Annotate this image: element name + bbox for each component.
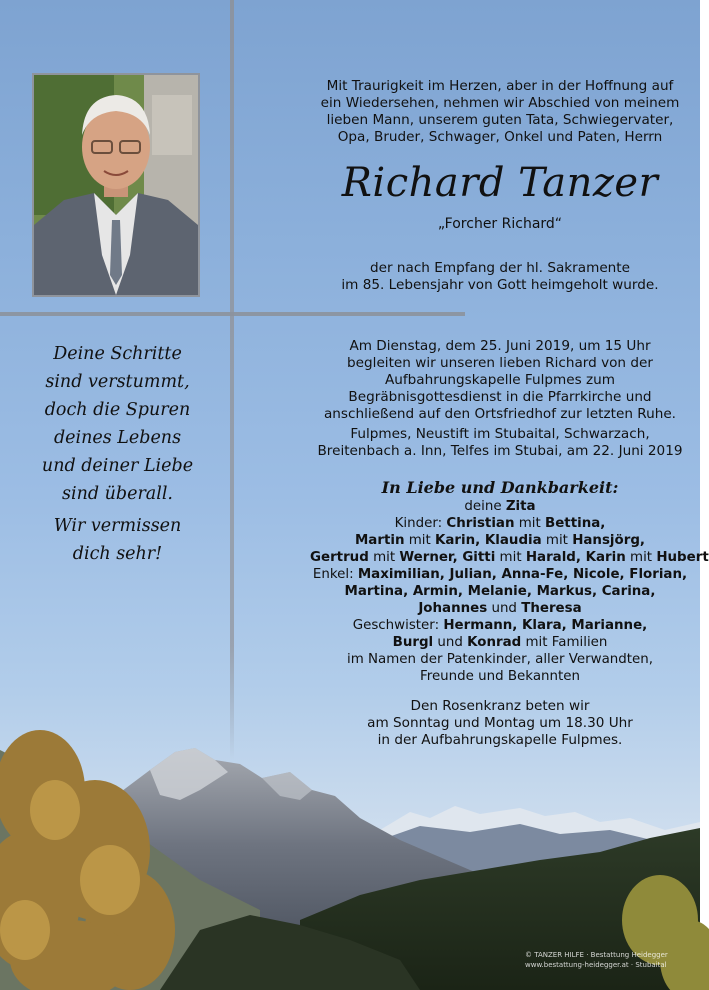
intro-line: Opa, Bruder, Schwager, Onkel und Paten, Herrn xyxy=(337,129,663,145)
family-line: deine Zita xyxy=(464,499,536,514)
family-line: Freunde und Bekannten xyxy=(420,669,580,684)
family-line: Geschwister: Hermann, Klara, Marianne, xyxy=(352,618,648,633)
cross-horizontal-beam xyxy=(0,312,465,316)
family-line: Martin mit Karin, Klaudia mit Hansjörg, xyxy=(354,533,645,548)
watermark-line: www.bestattung-heidegger.at · Stubaital xyxy=(525,961,667,969)
funeral-line: Aufbahrungskapelle Fulpmes zum xyxy=(384,372,616,388)
poem-line: Deine Schritte xyxy=(53,344,182,364)
place-date-line: Breitenbach a. Inn, Telfes im Stubai, am 22. Juni 2019 xyxy=(317,443,683,459)
funeral-line: Am Dienstag, dem 25. Juni 2019, um 15 Uhr xyxy=(349,338,651,354)
funeral-line: anschließend auf den Ortsfriedhof zur letzten Ruhe. xyxy=(323,406,677,422)
funeral-line: Begräbnisgottesdienst in die Pfarrkirche und xyxy=(348,389,652,405)
rosary-line: am Sonntag und Montag um 18.30 Uhr xyxy=(367,715,633,731)
intro-line: ein Wiedersehen, nehmen wir Abschied von meinem xyxy=(320,95,680,111)
funeral-line: begleiten wir unseren lieben Richard von der xyxy=(347,355,653,371)
rosary-text xyxy=(310,698,690,749)
thanks-heading: In Liebe und Dankbarkeit: xyxy=(381,478,619,497)
passing-line: im 85. Lebensjahr von Gott heimgeholt wurde. xyxy=(341,277,659,293)
poem-line: sind überall. xyxy=(62,484,173,504)
portrait-photo xyxy=(32,73,200,297)
poem xyxy=(30,340,205,568)
passing-text xyxy=(310,260,690,294)
family-list xyxy=(310,498,709,685)
family-line: Burgl und Konrad mit Familien xyxy=(392,635,608,650)
poem-line: deines Lebens xyxy=(53,428,182,448)
family-line: im Namen der Patenkinder, aller Verwandten, xyxy=(346,652,654,667)
family-line: Enkel: Maximilian, Julian, Anna-Fe, Nicole, Florian, xyxy=(312,567,688,582)
poem-line: sind verstummt, xyxy=(45,372,190,392)
poem-line: dich sehr! xyxy=(72,544,163,564)
poem-line: und deiner Liebe xyxy=(41,456,194,476)
family-line: Kinder: Christian mit Bettina, xyxy=(394,516,606,531)
watermark xyxy=(525,950,695,970)
watermark-line: © TANZER HILFE · Bestattung Heidegger xyxy=(525,951,668,959)
funeral-text xyxy=(310,338,690,423)
rosary-line: Den Rosenkranz beten wir xyxy=(410,698,590,714)
intro-line: Mit Traurigkeit im Herzen, aber in der Hoffnung auf xyxy=(326,78,674,94)
poem-line: doch die Spuren xyxy=(44,400,191,420)
place-date-text xyxy=(310,426,690,460)
family-line: Johannes und Theresa xyxy=(418,601,582,616)
intro-text xyxy=(310,78,690,146)
deceased-name: Richard Tanzer xyxy=(341,160,659,206)
place-date-line: Fulpmes, Neustift im Stubaital, Schwarzach, xyxy=(350,426,650,442)
passing-line: der nach Empfang der hl. Sakramente xyxy=(369,260,630,276)
deceased-nickname: „Forcher Richard“ xyxy=(437,216,563,232)
family-line: Gertrud mit Werner, Gitti mit Harald, Karin mit Hubert xyxy=(310,550,709,565)
rosary-line: in der Aufbahrungskapelle Fulpmes. xyxy=(377,732,623,748)
intro-line: lieben Mann, unserem guten Tata, Schwiegervater, xyxy=(326,112,674,128)
family-line: Martina, Armin, Melanie, Markus, Carina, xyxy=(344,584,656,599)
cross-vertical-beam xyxy=(230,0,234,760)
poem-line: Wir vermissen xyxy=(53,516,182,536)
